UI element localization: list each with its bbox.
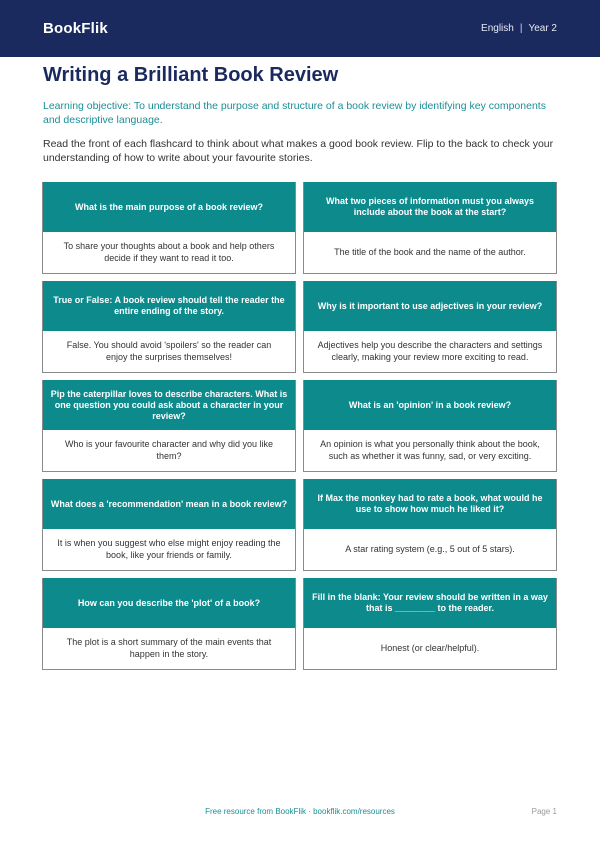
flashcard[interactable] [303,281,557,373]
subject-year-meta [481,23,557,34]
flashcard-answer: The title of the book and the name of the author. [334,246,526,257]
flashcard-answer: Honest (or clear/helpful). [380,642,480,653]
flashcard-answer: An opinion is what you personally think about the book, such as whether it was funny, sad, or very exciting. [320,439,540,461]
intro-text: Read the front of each flashcard to think about what makes a good book review. Flip to the back to check your understanding of how to write about your favourite stories. [43,138,554,164]
meta-separator: | [519,23,523,34]
footer-credit[interactable]: Free resource from BookFlik · bookflik.com/resources [205,807,395,816]
flashcard-question: What is an 'opinion' in a book review? [304,380,556,430]
flashcard-grid [42,182,557,670]
flashcard-question: Pip the caterpillar loves to describe characters. What is one question you could ask about a character in your review? [43,380,295,430]
flashcard-question: How can you describe the 'plot' of a book? [43,578,295,628]
flashcard[interactable] [303,380,557,472]
page-number: Page 1 [531,807,557,816]
flashcard-question: If Max the monkey had to rate a book, what would he use to show how much he liked it? [304,479,556,529]
flashcard-answer: The plot is a short summary of the main events that happen in the story. [66,637,272,659]
flashcard-answer: Adjectives help you describe the characters and settings clearly, making your review more exciting to read. [317,340,543,362]
flashcard[interactable] [42,182,296,274]
flashcard[interactable] [303,479,557,571]
subject-label: English [481,23,514,34]
flashcard-question: Why is it important to use adjectives in your review? [304,281,556,331]
brand-logo[interactable]: BookFlik [43,20,108,37]
flashcard-answer: To share your thoughts about a book and help others decide if they want to read it too. [63,241,275,263]
year-label: Year 2 [528,23,557,34]
flashcard-question: What does a 'recommendation' mean in a book review? [43,479,295,529]
flashcard[interactable] [303,578,557,670]
flashcard-question: Fill in the blank: Your review should be written in a way that is ________ to the reader. [304,578,556,628]
flashcard[interactable] [42,281,296,373]
flashcard[interactable] [42,479,296,571]
flashcard-question: True or False: A book review should tell the reader the entire ending of the story. [43,281,295,331]
flashcard-answer: A star rating system (e.g., 5 out of 5 stars). [345,543,515,554]
header-bar [0,0,600,57]
flashcard[interactable] [303,182,557,274]
flashcard[interactable] [42,380,296,472]
page-title: Writing a Brilliant Book Review [43,64,339,86]
flashcard-question: What two pieces of information must you always include about the book at the start? [304,182,556,232]
flashcard-answer: It is when you suggest who else might enjoy reading the book, like your friends or family. [57,538,281,560]
flashcard-answer: Who is your favourite character and why did you like them? [64,439,274,461]
flashcard-answer: False. You should avoid 'spoilers' so the reader can enjoy the surprises themselves! [66,340,272,362]
flashcard-question: What is the main purpose of a book review? [43,182,295,232]
learning-objective: Learning objective: To understand the purpose and structure of a book review by identifying key components and descriptive language. [43,100,546,126]
flashcard[interactable] [42,578,296,670]
